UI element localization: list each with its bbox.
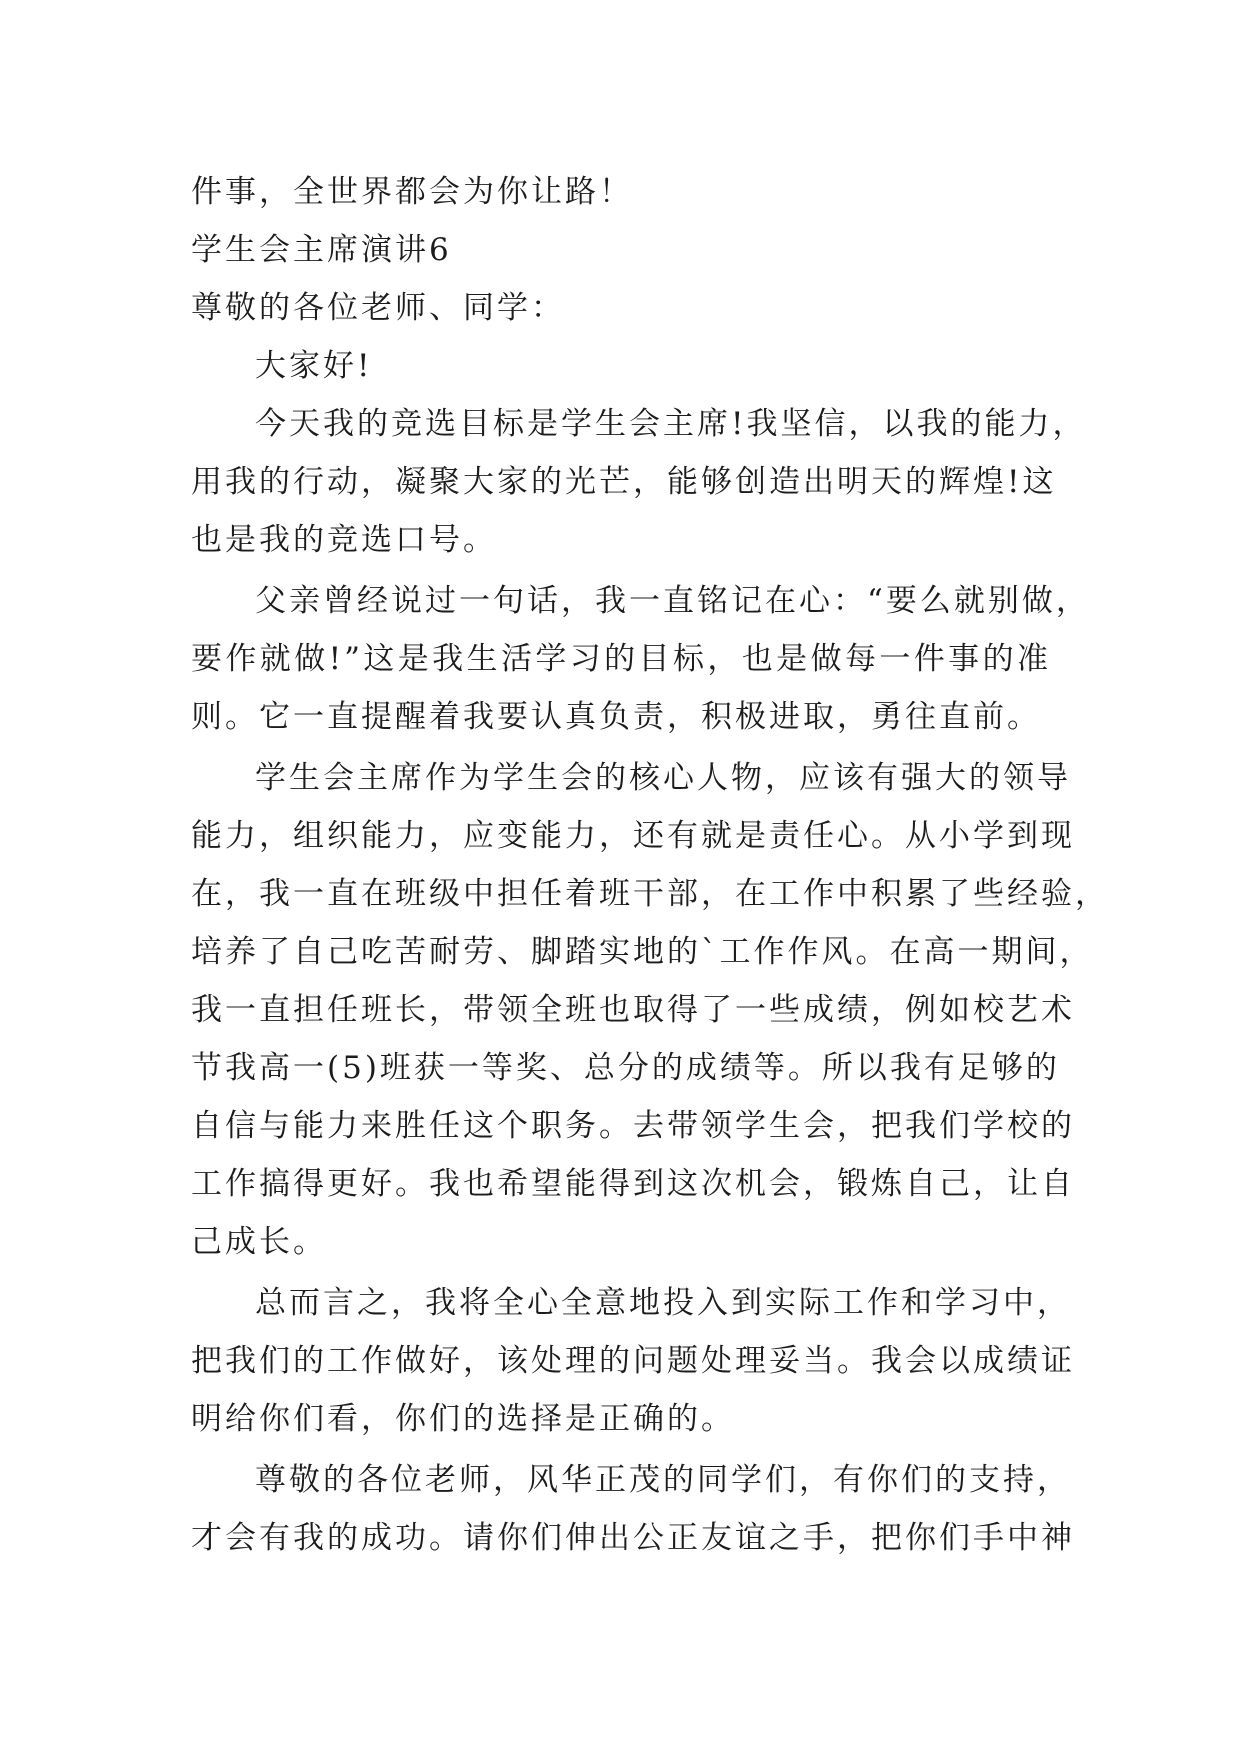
paragraph-2: [191, 572, 1090, 746]
paragraph-line: 总而言之，我将全心全意地投入到实际工作和学习中，: [255, 1285, 1071, 1321]
paragraph-line: 学生会主席作为学生会的核心人物，应该有强大的领导: [255, 760, 1071, 796]
document-body: [191, 163, 1109, 1567]
paragraph-line: 能力，组织能力，应变能力，还有就是责任心。从小学到现: [191, 818, 1075, 854]
paragraph-line: 我一直担任班长，带领全班也取得了一些成绩，例如校艺术: [191, 992, 1075, 1028]
paragraph-line: 也是我的竞选口号。: [191, 522, 497, 558]
paragraph-line: 培养了自己吃苦耐劳、脚踏实地的`工作作风。在高一期间，: [191, 934, 1094, 970]
greeting: 大家好!: [255, 348, 373, 384]
paragraph-5: [191, 1451, 1075, 1567]
section-title: 学生会主席演讲6: [191, 232, 452, 268]
paragraph-line: 才会有我的成功。请你们伸出公正友谊之手，把你们手中神: [191, 1520, 1075, 1556]
paragraph-line: 自信与能力来胜任这个职务。去带领学生会，把我们学校的: [191, 1108, 1075, 1144]
paragraph-line: 要作就做!”这是我生活学习的目标，也是做每一件事的准: [191, 641, 1051, 677]
paragraph-line: 今天我的竞选目标是学生会主席!我坚信，以我的能力，: [255, 406, 1087, 442]
paragraph-line: 己成长。: [191, 1224, 327, 1260]
paragraph-3: [191, 749, 1109, 1271]
continuation-line: 件事，全世界都会为你让路！: [191, 174, 633, 210]
paragraph-4: [191, 1274, 1075, 1448]
salutation: 尊敬的各位老师、同学：: [191, 290, 565, 326]
paragraph-line: 把我们的工作做好，该处理的问题处理妥当。我会以成绩证: [191, 1343, 1075, 1379]
paragraph-line: 明给你们看，你们的选择是正确的。: [191, 1401, 735, 1437]
paragraph-line: 工作搞得更好。我也希望能得到这次机会，锻炼自己，让自: [191, 1166, 1075, 1202]
paragraph-line: 在，我一直在班级中担任着班干部，在工作中积累了些经验，: [191, 876, 1109, 912]
paragraph-line: 节我高一(5)班获一等奖、总分的成绩等。所以我有足够的: [191, 1050, 1060, 1086]
paragraph-line: 父亲曾经说过一句话，我一直铭记在心：“要么就别做，: [255, 583, 1090, 619]
paragraph-line: 尊敬的各位老师，风华正茂的同学们，有你们的支持，: [255, 1462, 1071, 1498]
paragraph-line: 用我的行动，凝聚大家的光芒，能够创造出明天的辉煌!这: [191, 464, 1057, 500]
paragraph-line: 则。它一直提醒着我要认真负责，积极进取，勇往直前。: [191, 699, 1041, 735]
paragraph-1: [191, 395, 1087, 569]
